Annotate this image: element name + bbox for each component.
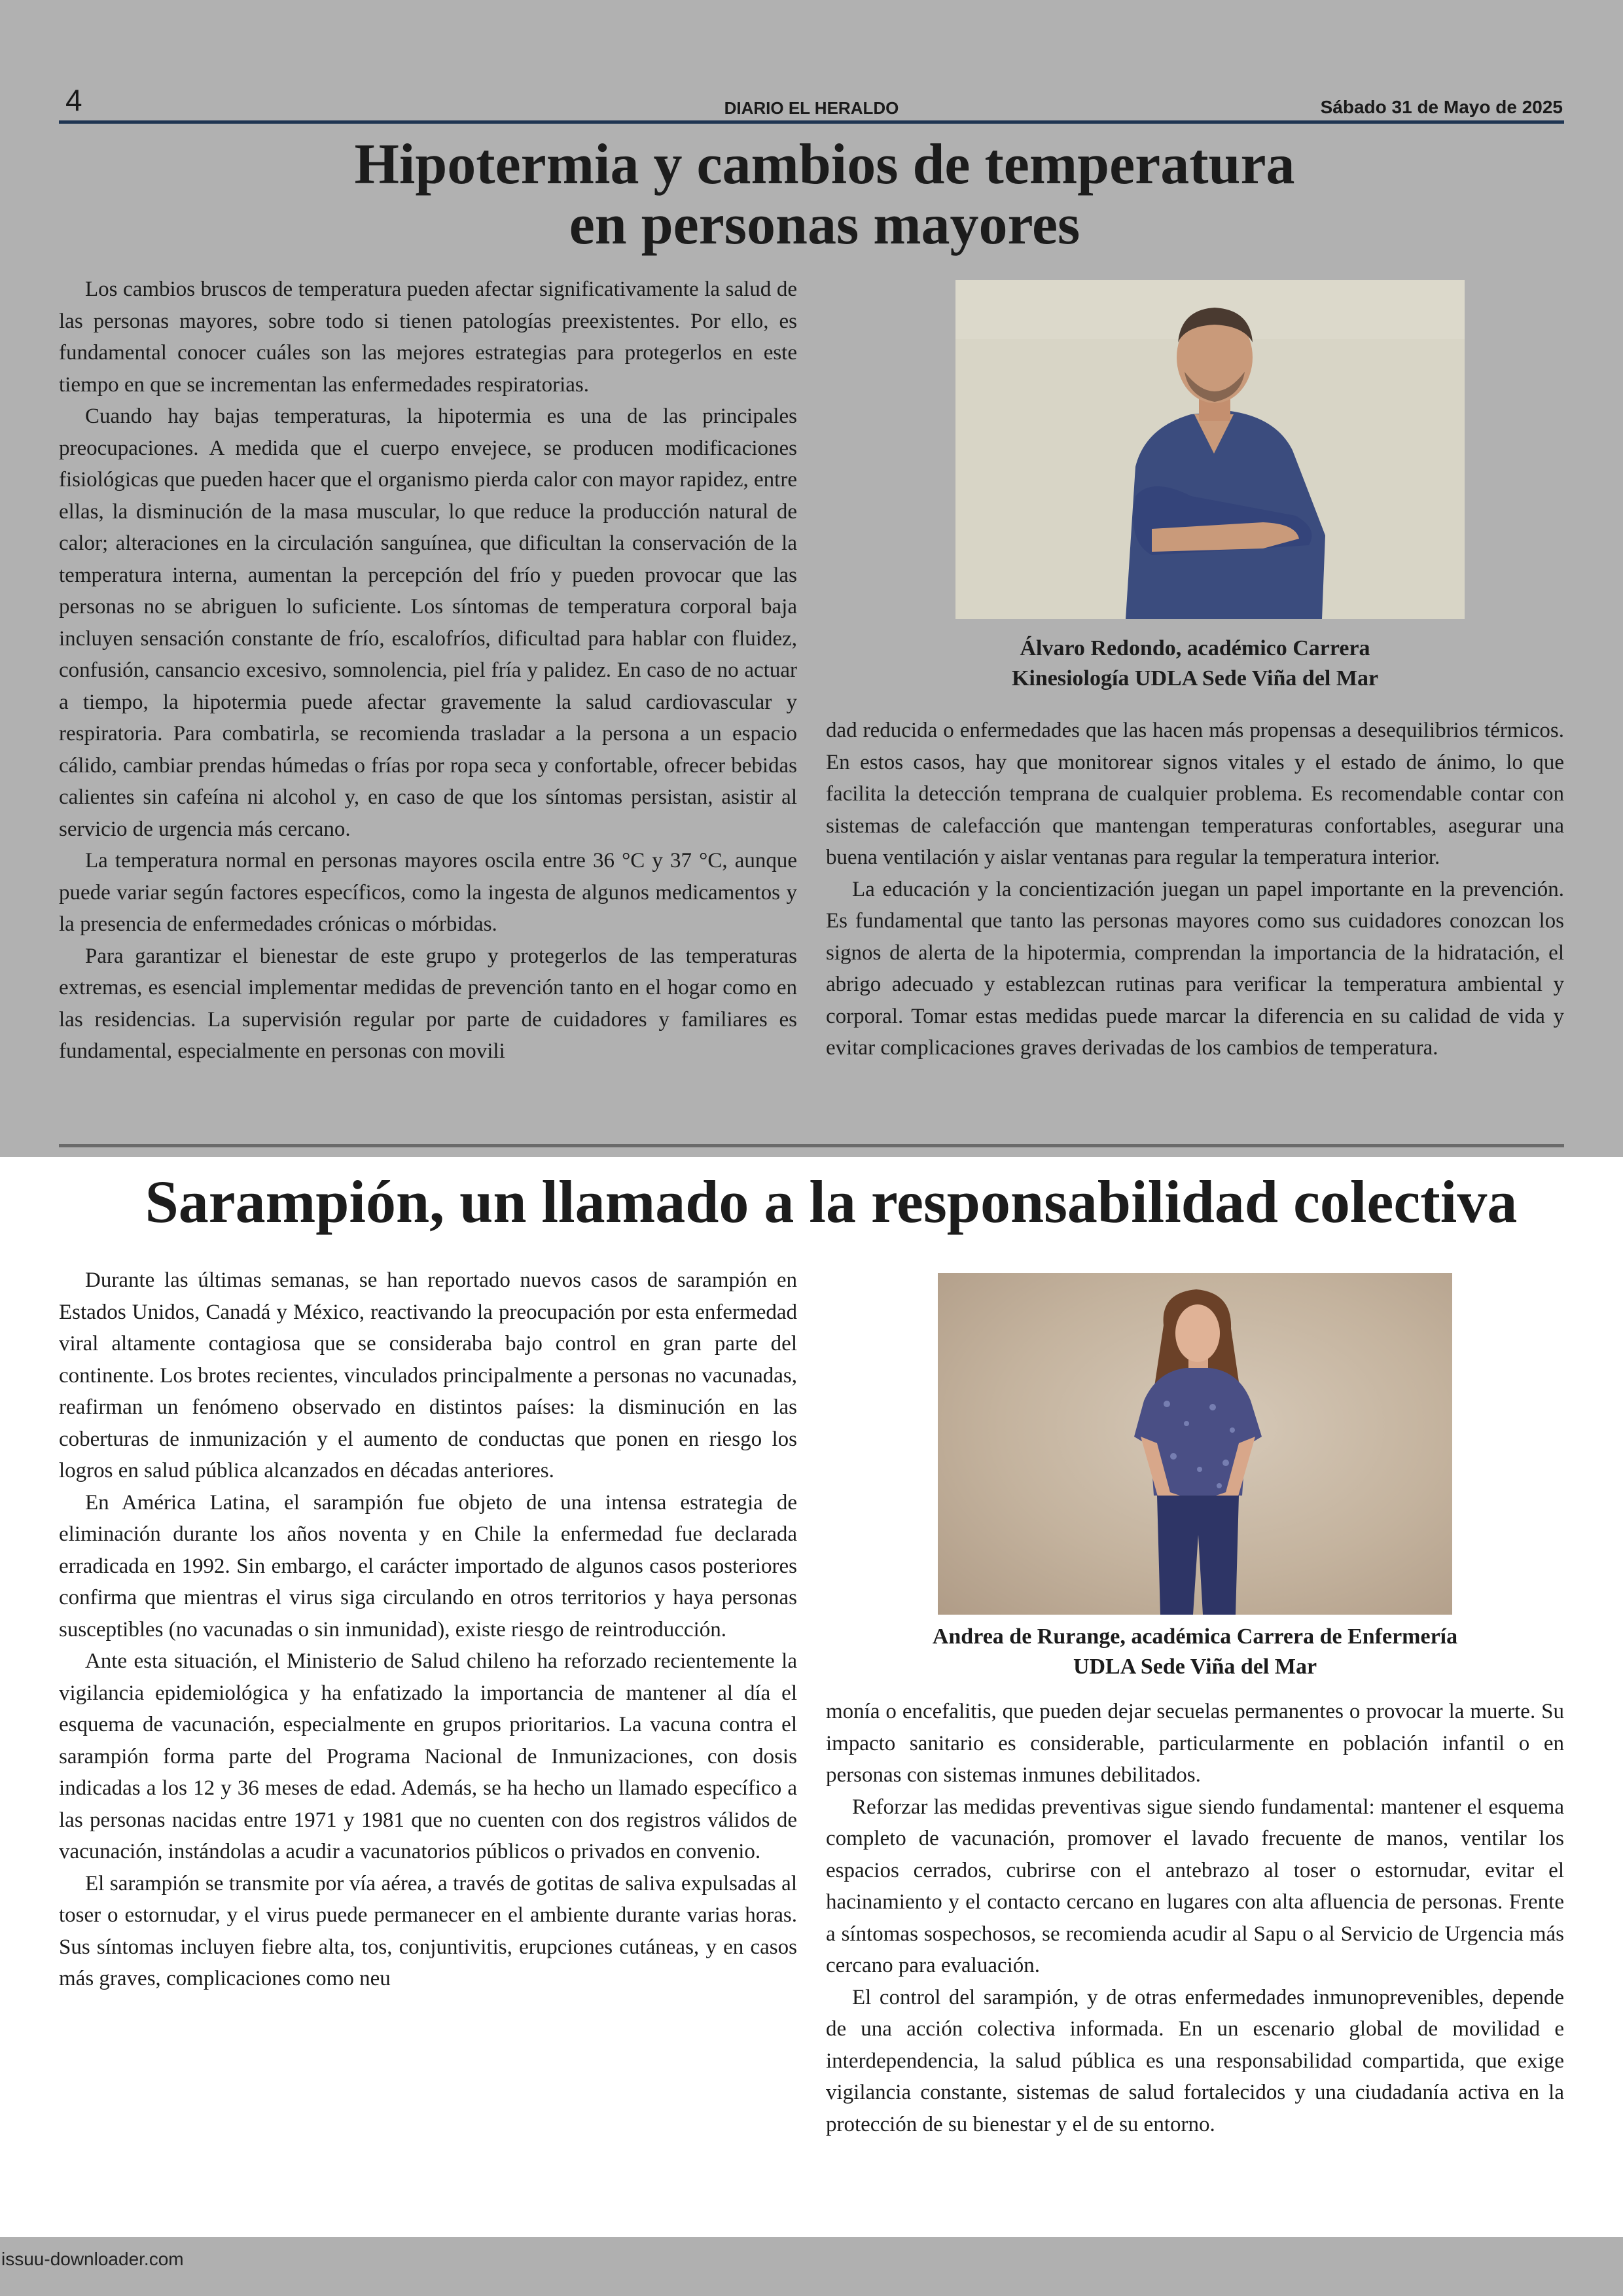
article1-headline-line2: en personas mayores xyxy=(569,193,1080,257)
article2-paragraph: Reforzar las medidas preventivas sigue siendo fundamental: mantener el esquema completo de vacunación, promover el lavado frecuente de manos, ventilar los espacios cerrados, cubrirse con el antebrazo al toser o estornudar, evitar el hacinamiento y el contacto cercano en lugares con alta afluencia de personas. Frente a síntomas sospechosos, se recomienda acudir al Sapu o al Servicio de Urgencia más cercano para evaluación. xyxy=(826,1795,1564,1977)
footer-bar xyxy=(0,2237,1623,2296)
portrait-woman-standing xyxy=(938,1273,1452,1615)
article2-paragraph: Durante las últimas semanas, se han reportado nuevos casos de sarampión en Estados Unidos, Canadá y México, reactivando la preocupación por esta enfermedad viral altamente contagiosa que se consideraba bajo control en gran parte del continente. Los brotes recientes, vinculados principalmente a personas no vacunadas, reafirman un fenómeno observado en distintos países: la disminución en las coberturas de inmunización y el aumento de conductas que ponen en riesgo los logros en salud pública alcanzados en décadas anteriores. xyxy=(59,1268,797,1482)
article1-right-column xyxy=(826,715,1564,1064)
article2-paragraph: En América Latina, el sarampión fue objeto de una intensa estrategia de eliminación durante los años noventa y en Chile la enfermedad fue declarada erradicada en 1992. Sin embargo, el carácter importado de algunos casos posteriores confirma que mientras el virus siga circulando en otros territorios y haya personas susceptibles (no vacunadas o sin inmunidad), existe riesgo de reintroducción. xyxy=(59,1490,797,1641)
article2-headline: Sarampión, un llamado a la responsabilidad colectiva xyxy=(145,1168,1518,1235)
article1-paragraph: Para garantizar el bienestar de este grupo y protegerlos de las temperaturas extremas, es esencial implementar medidas de prevención tanto en el hogar como en las residencias. La supervisión regular por parte de cuidadores y familiares es fundamental, especialmente en personas con movili xyxy=(59,944,797,1063)
section-divider xyxy=(59,1144,1564,1147)
article1-paragraph: dad reducida o enfermedades que las hacen más propensas a desequilibrios térmicos. En estos casos, hay que monitorear signos vitales y el estado de ánimo, lo que facilita la detección temprana de cualquier problema. Es recomendable contar con sistemas de calefacción que mantengan temperaturas confortables, asegurar una buena ventilación y aislar ventanas para regular la temperatura interior. xyxy=(826,719,1564,869)
article1-photo-alvaro-redondo xyxy=(955,280,1465,619)
article2-caption-line2: UDLA Sede Viña del Mar xyxy=(1073,1655,1317,1679)
newspaper-name: DIARIO EL HERALDO xyxy=(724,98,899,118)
article1-left-column xyxy=(59,274,797,1067)
article1-paragraph: La temperatura normal en personas mayores oscila entre 36 °C y 37 °C, aunque puede variar según factores específicos, como la ingesta de algunos medicamentos y la presencia de enfermedades crónicas o mórbidas. xyxy=(59,849,797,936)
article2-right-column xyxy=(826,1696,1564,2140)
watermark-text: issuu-downloader.com xyxy=(1,2249,184,2269)
article1-paragraph: La educación y la concientización juegan un papel importante en la prevención. Es fundamental que tanto las personas mayores como sus cuidadores conozcan los signos de alerta de la hipotermia, comprendan la importancia de la hidratación, el abrigo adecuado y establezcan rutinas para verificar la temperatura ambiental y corporal. Tomar estas medidas puede marcar la diferencia en su calidad de vida y evitar complicaciones graves derivadas de los cambios de temperatura. xyxy=(826,877,1564,1060)
issue-date: Sábado 31 de Mayo de 2025 xyxy=(1320,97,1563,117)
article1-headline-line1: Hipotermia y cambios de temperatura xyxy=(354,133,1295,196)
article2-paragraph: monía o encefalitis, que pueden dejar secuelas permanentes o provocar la muerte. Su impacto sanitario es considerable, particularmente en población infantil o en personas con sistemas inmunes debilitados. xyxy=(826,1700,1564,1787)
article2-paragraph: El sarampión se transmite por vía aérea, a través de gotitas de saliva expulsadas al toser o estornudar, y el virus puede permanecer en el ambiente durante varias horas. Sus síntomas incluyen fiebre alta, tos, conjuntivitis, erupciones cutáneas, y en casos más graves, complicaciones como neu xyxy=(59,1871,797,1990)
article2-paragraph: Ante esta situación, el Ministerio de Salud chileno ha reforzado recientemente la vigilancia epidemiológica y ha enfatizado la importancia de mantener al día el esquema de vacunación, especialmente en grupos prioritarios. La vacuna contra el sarampión forma parte del Programa Nacional de Inmunizaciones, con dosis indicadas a los 12 y 36 meses de edad. Además, se ha hecho un llamado específico a las personas nacidas entre 1971 y 1981 que no cuenten con dos registros válidos de vacunación, instándolas a acudir a vacunatorios públicos o privados en convenio. xyxy=(59,1649,797,1863)
article2-left-column xyxy=(59,1265,797,1995)
article1-paragraph: Cuando hay bajas temperaturas, la hipotermia es una de las principales preocupaciones. A medida que el cuerpo envejece, se producen modificaciones fisiológicas que pueden hacer que el organismo pierda calor con mayor rapidez, entre ellas, la disminución de la masa muscular, lo que reduce la producción natural de calor; alteraciones en la circulación sanguínea, que dificultan la conservación de la temperatura interna, aumentan la percepción del frío y pueden provocar que las personas no se abriguen lo suficiente. Los síntomas de temperatura corporal baja incluyen sensación constante de frío, escalofríos, dificultad para hablar con fluidez, confusión, cansancio excesivo, somnolencia, piel fría y palidez. En caso de no actuar a tiempo, la hipotermia puede afectar gravemente la salud cardiovascular y respiratoria. Para combatirla, se recomienda trasladar a la persona a un espacio cálido, cambiar prendas húmedas o frías por ropa seca y confortable, ofrecer bebidas calientes sin cafeína ni alcohol y, en caso de que los síntomas persistan, asistir al servicio de urgencia más cercano. xyxy=(59,404,797,841)
portrait-man-arms-crossed xyxy=(955,280,1465,619)
article1-photo-caption xyxy=(826,634,1564,694)
page-number: 4 xyxy=(65,83,82,117)
article1-headline xyxy=(131,135,1518,255)
header-divider xyxy=(59,120,1564,124)
article1-caption-line1: Álvaro Redondo, académico Carrera xyxy=(1020,636,1370,660)
article2-paragraph: El control del sarampión, y de otras enfermedades inmunoprevenibles, depende de una acción colectiva informada. En un escenario global de movilidad e interdependencia, la salud pública es una responsabilidad compartida, que exige vigilancia constante, sistemas de salud fortalecidos y una ciudadanía activa en la protección de su bienestar y el de su entorno. xyxy=(826,1985,1564,2136)
article2-caption-line1: Andrea de Rurange, académica Carrera de Enfermería xyxy=(932,1624,1458,1649)
article1-paragraph: Los cambios bruscos de temperatura pueden afectar significativamente la salud de las personas mayores, sobre todo si tienen patologías preexistentes. Por ello, es fundamental conocer cuáles son las mejores estrategias para protegerlos en este tiempo en que se incrementan las enfermedades respiratorias. xyxy=(59,278,797,397)
article2-photo-caption xyxy=(826,1622,1564,1682)
article2-photo-andrea-de-rurange xyxy=(938,1273,1452,1615)
article1-caption-line2: Kinesiología UDLA Sede Viña del Mar xyxy=(1011,666,1379,691)
